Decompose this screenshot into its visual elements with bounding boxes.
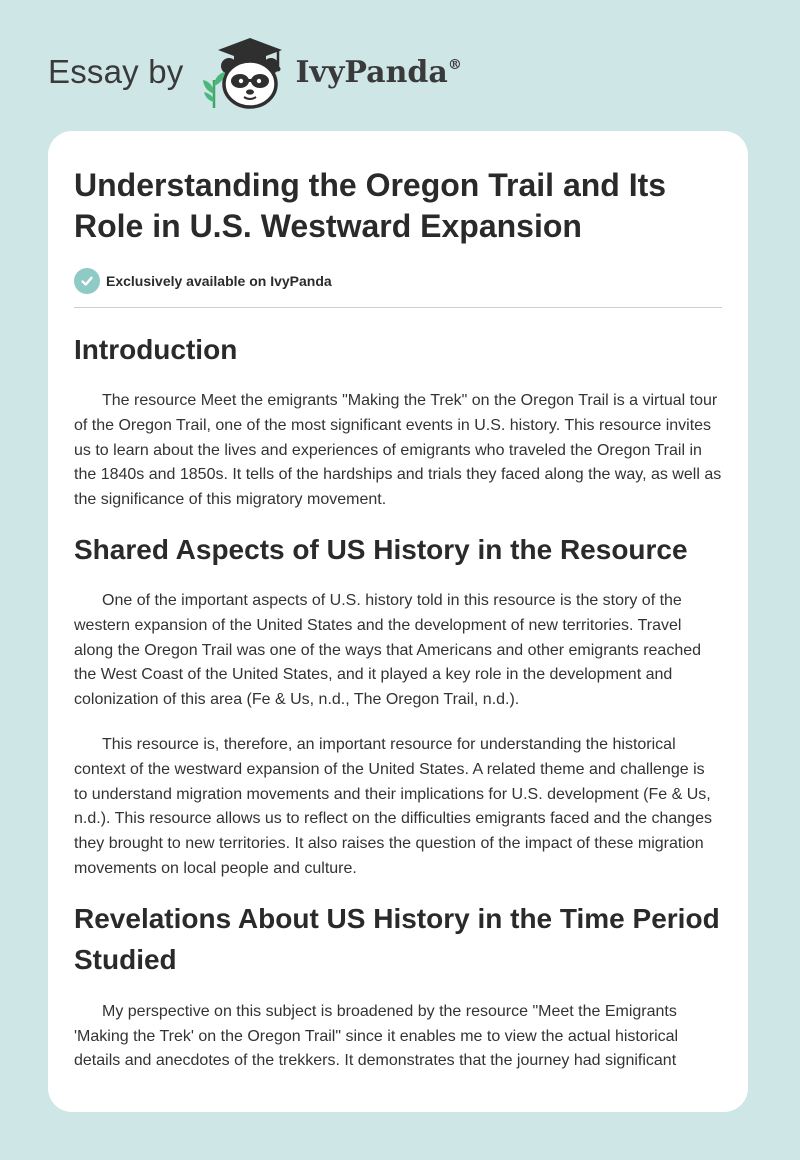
paragraph: One of the important aspects of U.S. history told in this resource is the story of the western expansion of the United States and the development of new territories. Travel along the Oregon Trail was one of the ways that Americans and other emigrants reached the West Coast of the United States, and it played a key role in the development and colonization of this area (Fe & Us, n.d., The Oregon Trail, n.d.). xyxy=(74,591,702,709)
paragraph: The resource Meet the emigrants "Making the Trek" on the Oregon Trail is a virtual tour of the Oregon Trail, one of the most significant events in U.S. history. This resource invites us to learn about the lives and experiences of emigrants who traveled the Oregon Trail in the 1840s and 1850s. It tells of the hardships and trials they faced along the way, as well as the significance of this migratory movement. xyxy=(74,392,722,509)
exclusive-badge xyxy=(74,267,722,295)
essay-card xyxy=(48,131,748,1112)
paragraph: My perspective on this subject is broadened by the resource "Meet the Emigrants 'Making the Trek' on the Oregon Trail" since it enables me to view the actual historical details and anecdotes of the trekkers. It demonstrates that the journey had significant xyxy=(74,1002,679,1070)
site-header xyxy=(48,34,462,110)
essay-by-label: Essay by xyxy=(48,53,184,90)
exclusive-label: Exclusively available on IvyPanda xyxy=(106,273,332,289)
section-heading-revelations: Revelations About US History in the Time Period Studied xyxy=(74,902,720,975)
check-circle-icon xyxy=(74,268,100,294)
essay-title: Understanding the Oregon Trail and Its Role in U.S. Westward Expansion xyxy=(74,167,667,244)
section-heading-shared-aspects: Shared Aspects of US History in the Resource xyxy=(74,533,688,565)
panda-graduate-icon[interactable] xyxy=(198,34,294,110)
section-heading-introduction: Introduction xyxy=(74,334,238,365)
paragraph: This resource is, therefore, an important resource for understanding the historical context of the westward expansion of the United States. A related theme and challenge is to understand migration movements and their implications for U.S. development (Fe & Us, n.d.). This resource allows us to reflect on the difficulties emigrants faced and the changes they brought to new territories. It also raises the question of the impact of these migration movements on local people and culture. xyxy=(74,735,712,877)
brand-name[interactable]: IvyPanda® xyxy=(295,54,462,90)
registered-mark: ® xyxy=(447,56,462,73)
title-divider xyxy=(74,307,722,308)
